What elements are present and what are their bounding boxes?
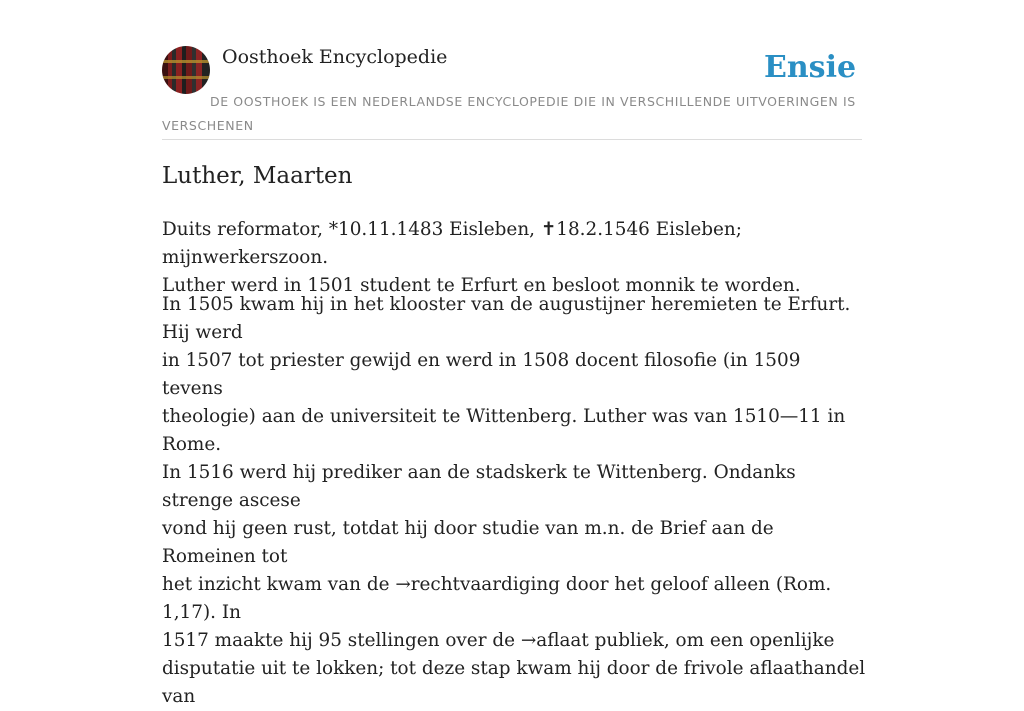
site-title[interactable]: Oosthoek Encyclopedie — [222, 46, 448, 68]
brand-logo[interactable]: Ensie — [764, 50, 857, 85]
article-paragraph: Duits reformator, *10.11.1483 Eisleben, ✝18.2.1546 Eisleben; mijnwerkerszoon. Luther werd in 1501 student te Erfurt en besloot monnik te worden. — [162, 219, 801, 296]
site-tagline: DE OOSTHOEK IS EEN NEDERLANDSE ENCYCLOPEDIE DIE IN VERSCHILLENDE UITVOERINGEN IS VERSCHENEN — [162, 94, 856, 133]
site-avatar[interactable] — [162, 46, 210, 94]
header-divider — [162, 139, 862, 140]
article-paragraph: In 1505 kwam hij in het klooster van de augustijner heremieten te Erfurt. Hij werd in 1507 tot priester gewijd en werd in 1508 docent filosofie (in 1509 tevens theologie) aan de universiteit te Wittenberg. Luther was van 1510—11 in Rome. In 1516 werd hij prediker aan de stadskerk te Wittenberg. Ondanks strenge ascese vond hij geen rust, totdat hij door studie van m.n. de Brief aan de Romeinen tot het inzicht kwam van de →rechtvaardiging door het geloof alleen (Rom. 1,17). In 1517 maakte hij 95 stellingen over de →aflaat publiek, om een openlijke disputatie uit te lokken; tot deze stap kwam hij door de frivole aflaathandel van — [162, 294, 866, 707]
article-title: Luther, Maarten — [162, 163, 353, 189]
